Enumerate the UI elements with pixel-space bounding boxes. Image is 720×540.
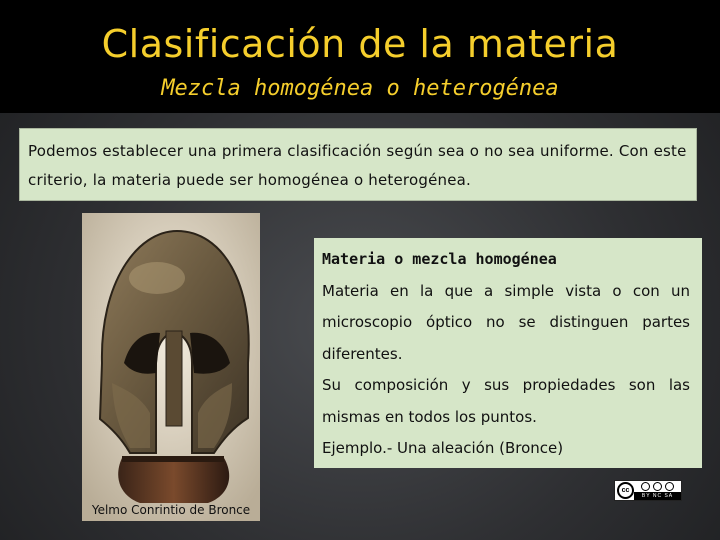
license-icons <box>634 481 681 492</box>
creative-commons-badge[interactable] <box>614 480 682 501</box>
definition-box <box>314 238 702 468</box>
intro-text: Podemos establecer una primera clasificación según sea o no sea uniforme. Con este criterio, la materia puede ser homogénea o heterogénea. <box>28 142 687 189</box>
attribution-icon <box>641 482 650 491</box>
definition-example: Ejemplo.- Una aleación (Bronce) <box>322 439 564 457</box>
intro-box <box>19 128 697 201</box>
helmet-photo <box>82 213 260 521</box>
definition-paragraph-1: Materia en la que a simple vista o con un microscopio óptico no se distinguen partes diferentes. <box>322 281 690 363</box>
photo-caption: Yelmo Conrintio de Bronce <box>91 503 251 517</box>
definition-paragraph-2: Su composición y sus propiedades son las mismas en todos los puntos. <box>322 376 690 426</box>
slide-title: Clasificación de la materia <box>101 22 619 66</box>
license-detail <box>634 481 681 500</box>
definition-body <box>322 276 690 465</box>
slide-subtitle: Mezcla homogénea o heterogénea <box>161 76 559 101</box>
title-band <box>0 0 720 113</box>
noncommercial-icon <box>653 482 662 491</box>
definition-heading: Materia o mezcla homogénea <box>322 250 557 268</box>
creative-commons-icon: cc <box>617 482 634 499</box>
license-text: BY NC SA <box>634 492 681 500</box>
sharealike-icon <box>665 482 674 491</box>
corinthian-helmet-icon <box>82 213 260 521</box>
